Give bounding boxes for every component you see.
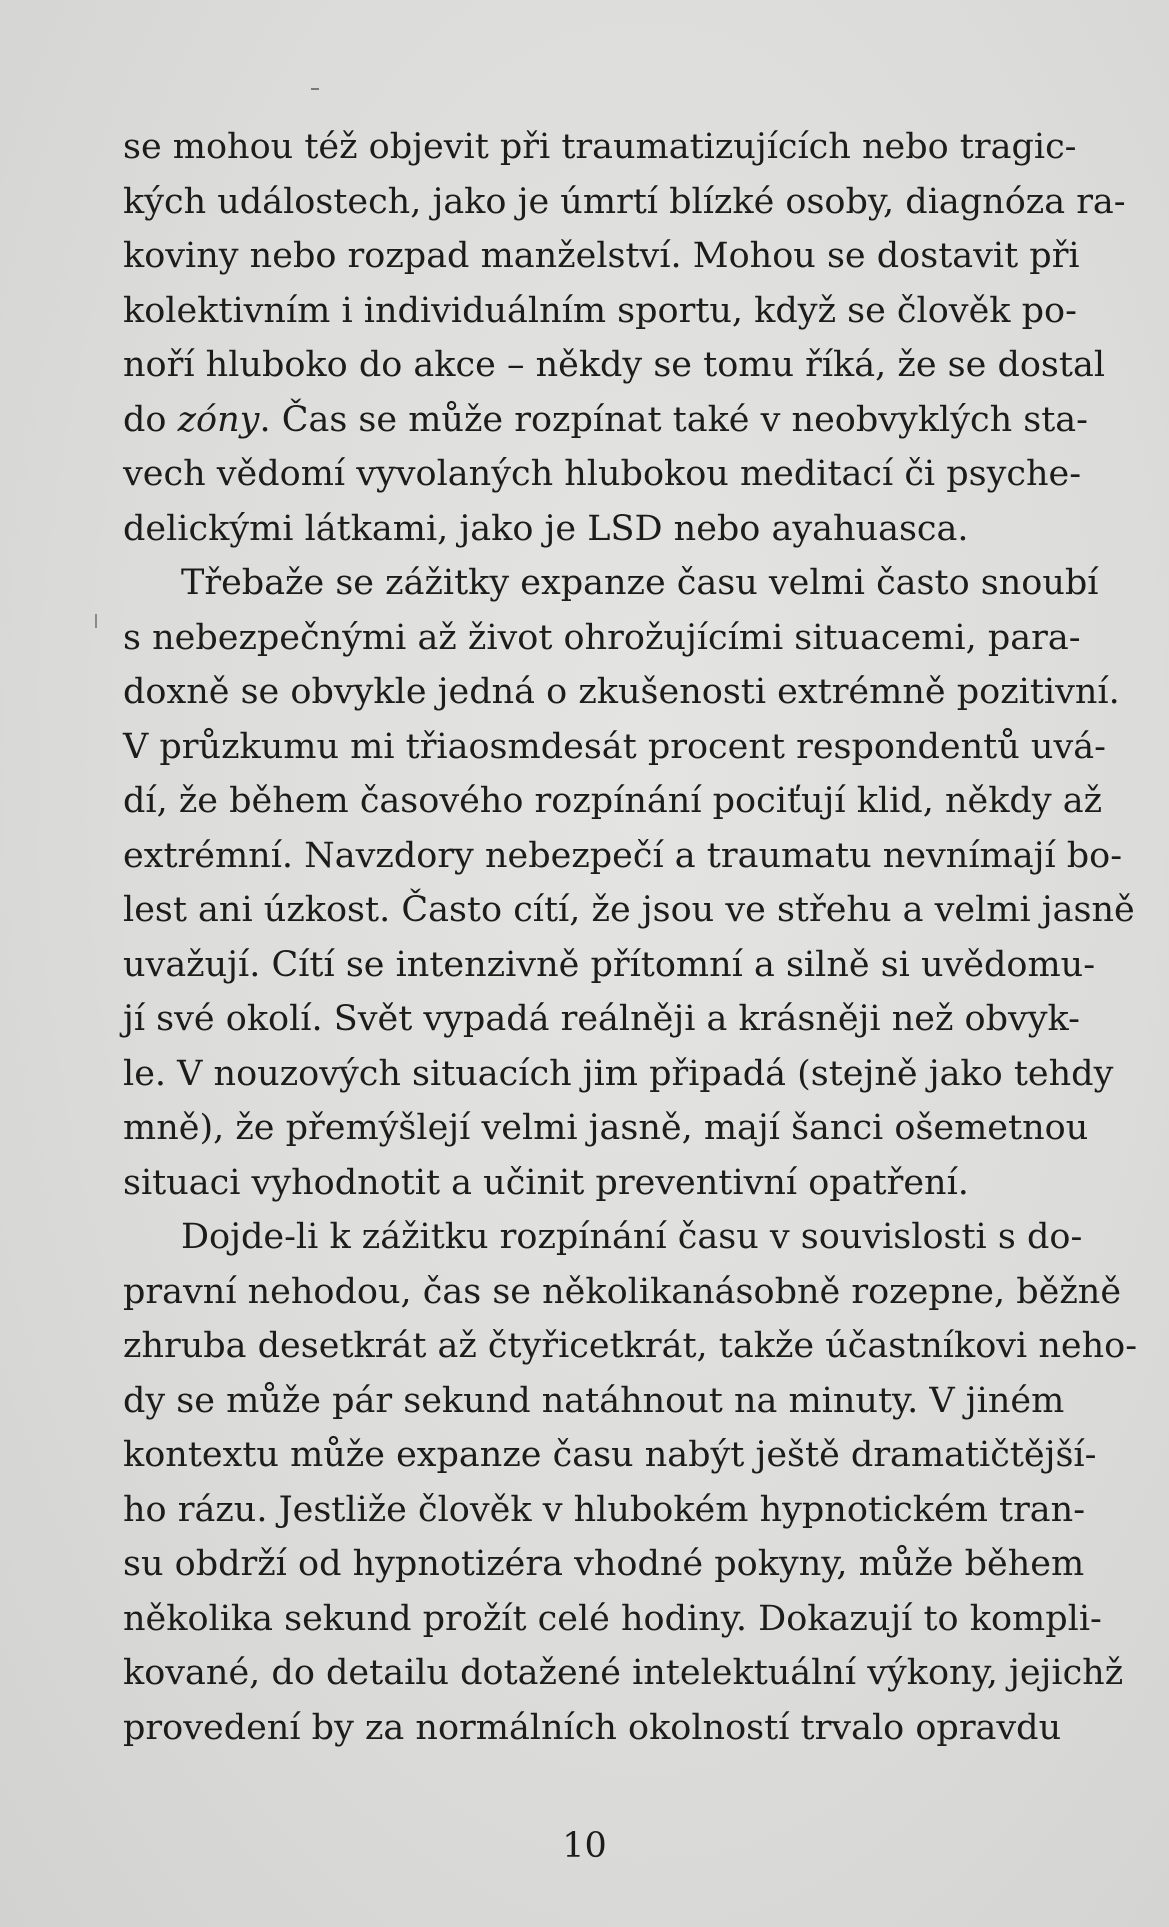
paper-speck [95, 614, 97, 628]
text-line: kované, do detailu dotažené intelektuální výkony, jejichž [123, 1653, 1124, 1693]
text-line: dy se může pár sekund natáhnout na minuty. V jiném [123, 1380, 1065, 1421]
text-line: uvažují. Cítí se intenzivně přítomní a silně si uvědomu- [123, 944, 1096, 985]
text-line: V průzkumu mi třiaosmdesát procent respondentů uvá- [123, 726, 1106, 767]
text-line: ho rázu. Jestliže člověk v hlubokém hypnotickém tran- [123, 1489, 1086, 1530]
text-line: extrémní. Navzdory nebezpečí a traumatu nevnímají bo- [123, 835, 1123, 876]
text-line: kých událostech, jako je úmrtí blízké osoby, diagnóza ra- [123, 181, 1126, 222]
text-line: delickými látkami, jako je LSD nebo ayahuasca. [123, 508, 969, 549]
text-line: provedení by za normálních okolností trvalo opravdu [123, 1707, 1062, 1748]
text-line-with-italic: do zóny. Čas se může rozpínat také v neobvyklých sta- [123, 399, 1088, 440]
text-line: mně), že přemýšlejí velmi jasně, mají šanci ošemetnou [123, 1108, 1089, 1148]
text-line: noří hluboko do akce – někdy se tomu říká, že se dostal [123, 345, 1106, 385]
page-number: 10 [562, 1826, 607, 1866]
text-line: koviny nebo rozpad manželství. Mohou se dostavit při [123, 236, 1080, 276]
paragraph-first-line: Třebaže se zážitky expanze času velmi často snoubí [181, 563, 1099, 603]
text-line: zhruba desetkrát až čtyřicetkrát, takže účastníkovi neho- [123, 1326, 1138, 1366]
text-line: su obdrží od hypnotizéra vhodné pokyny, může během [123, 1544, 1085, 1584]
text-line: jí své okolí. Svět vypadá reálněji a krásněji než obvyk- [123, 999, 1080, 1039]
text-line: situaci vyhodnotit a učinit preventivní opatření. [123, 1162, 969, 1203]
text-line: dí, že během časového rozpínání pociťují klid, někdy až [123, 781, 1103, 821]
text-line: le. V nouzových situacích jim připadá (stejně jako tehdy [123, 1053, 1114, 1094]
text-line: několika sekund prožít celé hodiny. Dokazují to kompli- [123, 1598, 1102, 1639]
italic-word: zóny [177, 399, 260, 440]
text-line: vech vědomí vyvolaných hlubokou meditací či psyche- [123, 454, 1082, 494]
text-line: kontextu může expanze času nabýt ještě dramatičtější- [123, 1435, 1097, 1475]
paragraph-first-line: Dojde-li k zážitku rozpínání času v souvislosti s do- [181, 1217, 1083, 1257]
text-line: pravní nehodou, čas se několikanásobně rozepne, běžně [123, 1271, 1122, 1312]
body-text [123, 120, 1138, 1755]
text-line: doxně se obvykle jedná o zkušenosti extrémně pozitivní. [123, 672, 1120, 712]
paper-speck [311, 88, 319, 90]
text-line: kolektivním i individuálním sportu, když se člověk po- [123, 290, 1077, 331]
text-line: se mohou též objevit při traumatizujících nebo tragic- [123, 127, 1077, 167]
text-line: lest ani úzkost. Často cítí, že jsou ve střehu a velmi jasně [123, 890, 1135, 930]
text-line: s nebezpečnými až život ohrožujícími situacemi, para- [123, 617, 1081, 658]
